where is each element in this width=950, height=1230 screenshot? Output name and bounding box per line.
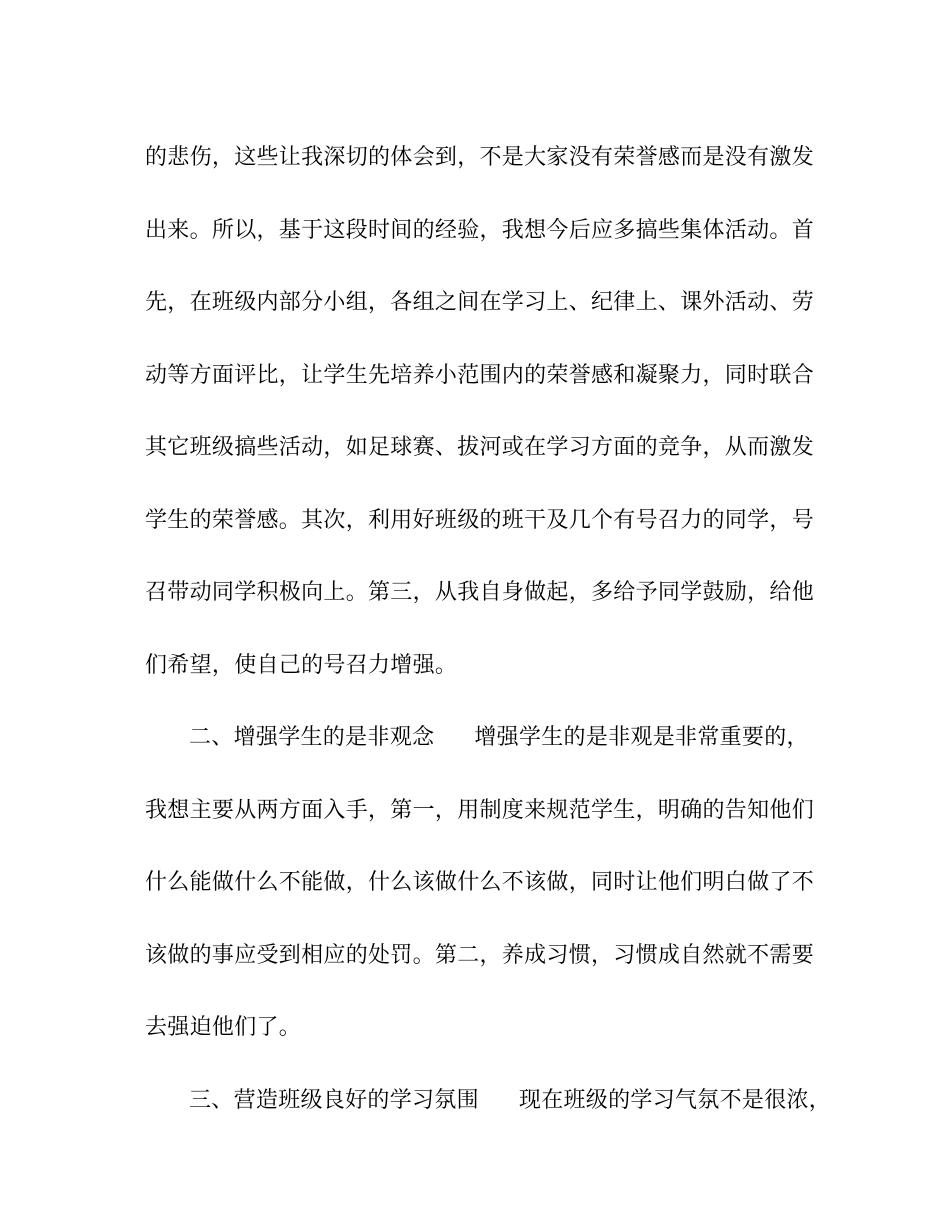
- paragraph-line: 们希望，使自己的号召力增强。: [145, 652, 458, 678]
- paragraph-text: 增强学生的是非观是非常重要的，: [474, 725, 809, 750]
- paragraph-line: 的悲伤，这些让我深切的体会到，不是大家没有荣誉感而是没有激发: [145, 145, 815, 170]
- paragraph-line: 先，在班级内部分小组，各组之间在学习上、纪律上、课外活动、劳: [145, 290, 815, 315]
- paragraph-line: 其它班级搞些活动，如足球赛、拔河或在学习方面的竞争，从而激发: [145, 435, 815, 460]
- paragraph-line: 我想主要从两方面入手，第一，用制度来规范学生，明确的告知他们: [145, 797, 815, 823]
- paragraph-line: 学生的荣誉感。其次，利用好班级的班干及几个有号召力的同学，号: [145, 507, 815, 533]
- paragraph-text: 现在班级的学习气氛不是很浓，: [518, 1087, 832, 1113]
- section-heading-line: [145, 702, 809, 775]
- paragraph-line: 什么能做什么不能做，什么该做什么不该做，同时让他们明白做了不: [145, 870, 815, 895]
- section-heading: 二、增强学生的是非观念: [189, 725, 435, 750]
- paragraph-line: 去强迫他们了。: [145, 1015, 302, 1040]
- paragraph-line: 动等方面评比，让学生先培养小范围内的荣誉感和凝聚力，同时联合: [145, 362, 815, 388]
- section-heading-line: [145, 1065, 832, 1138]
- section-heading: 三、营造班级良好的学习氛围: [189, 1087, 479, 1113]
- paragraph-line: 召带动同学积极向上。第三，从我自身做起，多给予同学鼓励，给他: [145, 580, 815, 605]
- paragraph-line: 该做的事应受到相应的处罚。第二，养成习惯，习惯成自然就不需要: [145, 942, 815, 968]
- paragraph-line: 出来。所以，基于这段时间的经验，我想今后应多搞些集体活动。首: [145, 217, 815, 243]
- document-body: [145, 122, 832, 1137]
